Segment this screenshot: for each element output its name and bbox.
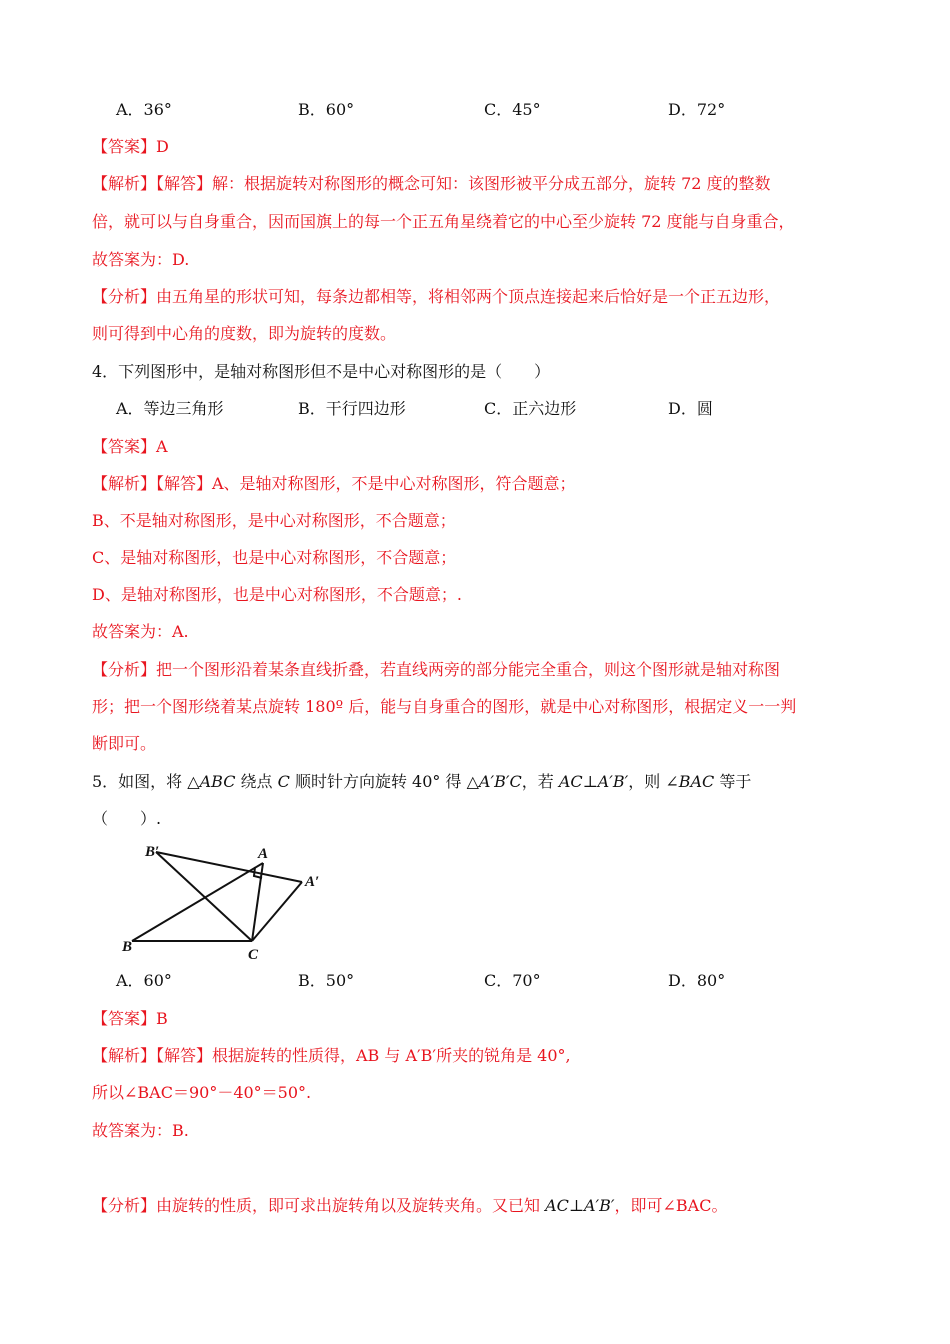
- q4-analysis-line: D、是轴对称图形，也是中心对称图形，不合题意；.: [92, 585, 462, 604]
- q4-fenxi-line: 形；把一个图形绕着某点旋转 180º 后，能与自身重合的图形，就是中心对称图形，根据定义一一判: [92, 697, 797, 716]
- q4-option-c: C．正六边形: [484, 399, 577, 418]
- q5-answer: 【答案】B: [92, 1009, 168, 1028]
- segment-b-prime-a-prime: [156, 852, 302, 882]
- q4-option-a: A．等边三角形: [116, 399, 224, 418]
- q4-analysis-line: C、是轴对称图形，也是中心对称图形，不合题意；: [92, 548, 457, 567]
- q5-question-line2: （ ）.: [92, 809, 162, 828]
- q3-analysis-line: 倍，就可以与自身重合，因而国旗上的每一个正五角星绕着它的中心至少旋转 72 度能与自身重合，: [92, 212, 795, 231]
- q5-fenxi: 【分析】由旋转的性质，即可求出旋转角以及旋转夹角。又已知 AC⊥A′B′，即可∠BAC。: [92, 1196, 728, 1215]
- q3-analysis-line: 故答案为：D.: [92, 250, 190, 269]
- q4-conclusion: 故答案为：A.: [92, 622, 189, 641]
- label-c: C: [248, 947, 259, 963]
- label-a-prime: A′: [305, 874, 320, 890]
- q4-analysis-line: B、不是轴对称图形，是中心对称图形，不合题意；: [92, 511, 456, 530]
- rotation-figure: [110, 838, 340, 968]
- q3-analysis-line: 【解析】【解答】解：根据旋转对称图形的概念可知：该图形被平分成五部分，旋转 72 度的整数: [92, 174, 771, 193]
- q4-fenxi-line: 【分析】把一个图形沿着某条直线折叠，若直线两旁的部分能完全重合，则这个图形就是轴对称图: [92, 660, 781, 679]
- q3-option-d: D．72°: [668, 100, 726, 119]
- q3-fenxi-line: 则可得到中心角的度数，即为旋转的度数。: [92, 324, 397, 343]
- q4-fenxi-line: 断即可。: [92, 734, 157, 753]
- q3-option-c: C．45°: [484, 100, 541, 119]
- q5-analysis-line2: 所以∠BAC＝90°－40°＝50°.: [92, 1083, 312, 1102]
- q5-question: 5．如图，将 △ABC 绕点 C 顺时针方向旋转 40° 得 △A′B′C，若 AC⊥A′B′，则 ∠BAC 等于: [92, 772, 752, 791]
- q4-answer: 【答案】A: [92, 437, 168, 456]
- q3-option-a: A．36°: [116, 100, 172, 119]
- q3-option-b: B．60°: [298, 100, 355, 119]
- segment-b-prime-c: [156, 852, 252, 941]
- q5-analysis: 【解析】【解答】根据旋转的性质得，AB 与 A′B′所夹的锐角是 40°,: [92, 1046, 571, 1065]
- q4-analysis-line: 【解析】【解答】A、是轴对称图形，不是中心对称图形，符合题意；: [92, 474, 576, 493]
- q4-option-b: B．干行四边形: [298, 399, 406, 418]
- label-a: A: [258, 846, 269, 862]
- segment-b-a: [132, 863, 263, 941]
- label-b: B: [122, 939, 133, 955]
- q4-question: 4．下列图形中，是轴对称图形但不是中心对称图形的是（ ）: [92, 362, 551, 381]
- q3-answer: 【答案】D: [92, 137, 169, 156]
- q4-option-d: D．圆: [668, 399, 713, 418]
- q5-option-a: A．60°: [116, 971, 172, 990]
- q5-option-c: C．70°: [484, 971, 541, 990]
- q5-option-b: B．50°: [298, 971, 355, 990]
- q5-conclusion: 故答案为：B.: [92, 1121, 189, 1140]
- label-b-prime: B′: [145, 844, 160, 860]
- q3-fenxi-line: 【分析】由五角星的形状可知，每条边都相等，将相邻两个顶点连接起来后恰好是一个正五边形，: [92, 287, 781, 306]
- q5-option-d: D．80°: [668, 971, 726, 990]
